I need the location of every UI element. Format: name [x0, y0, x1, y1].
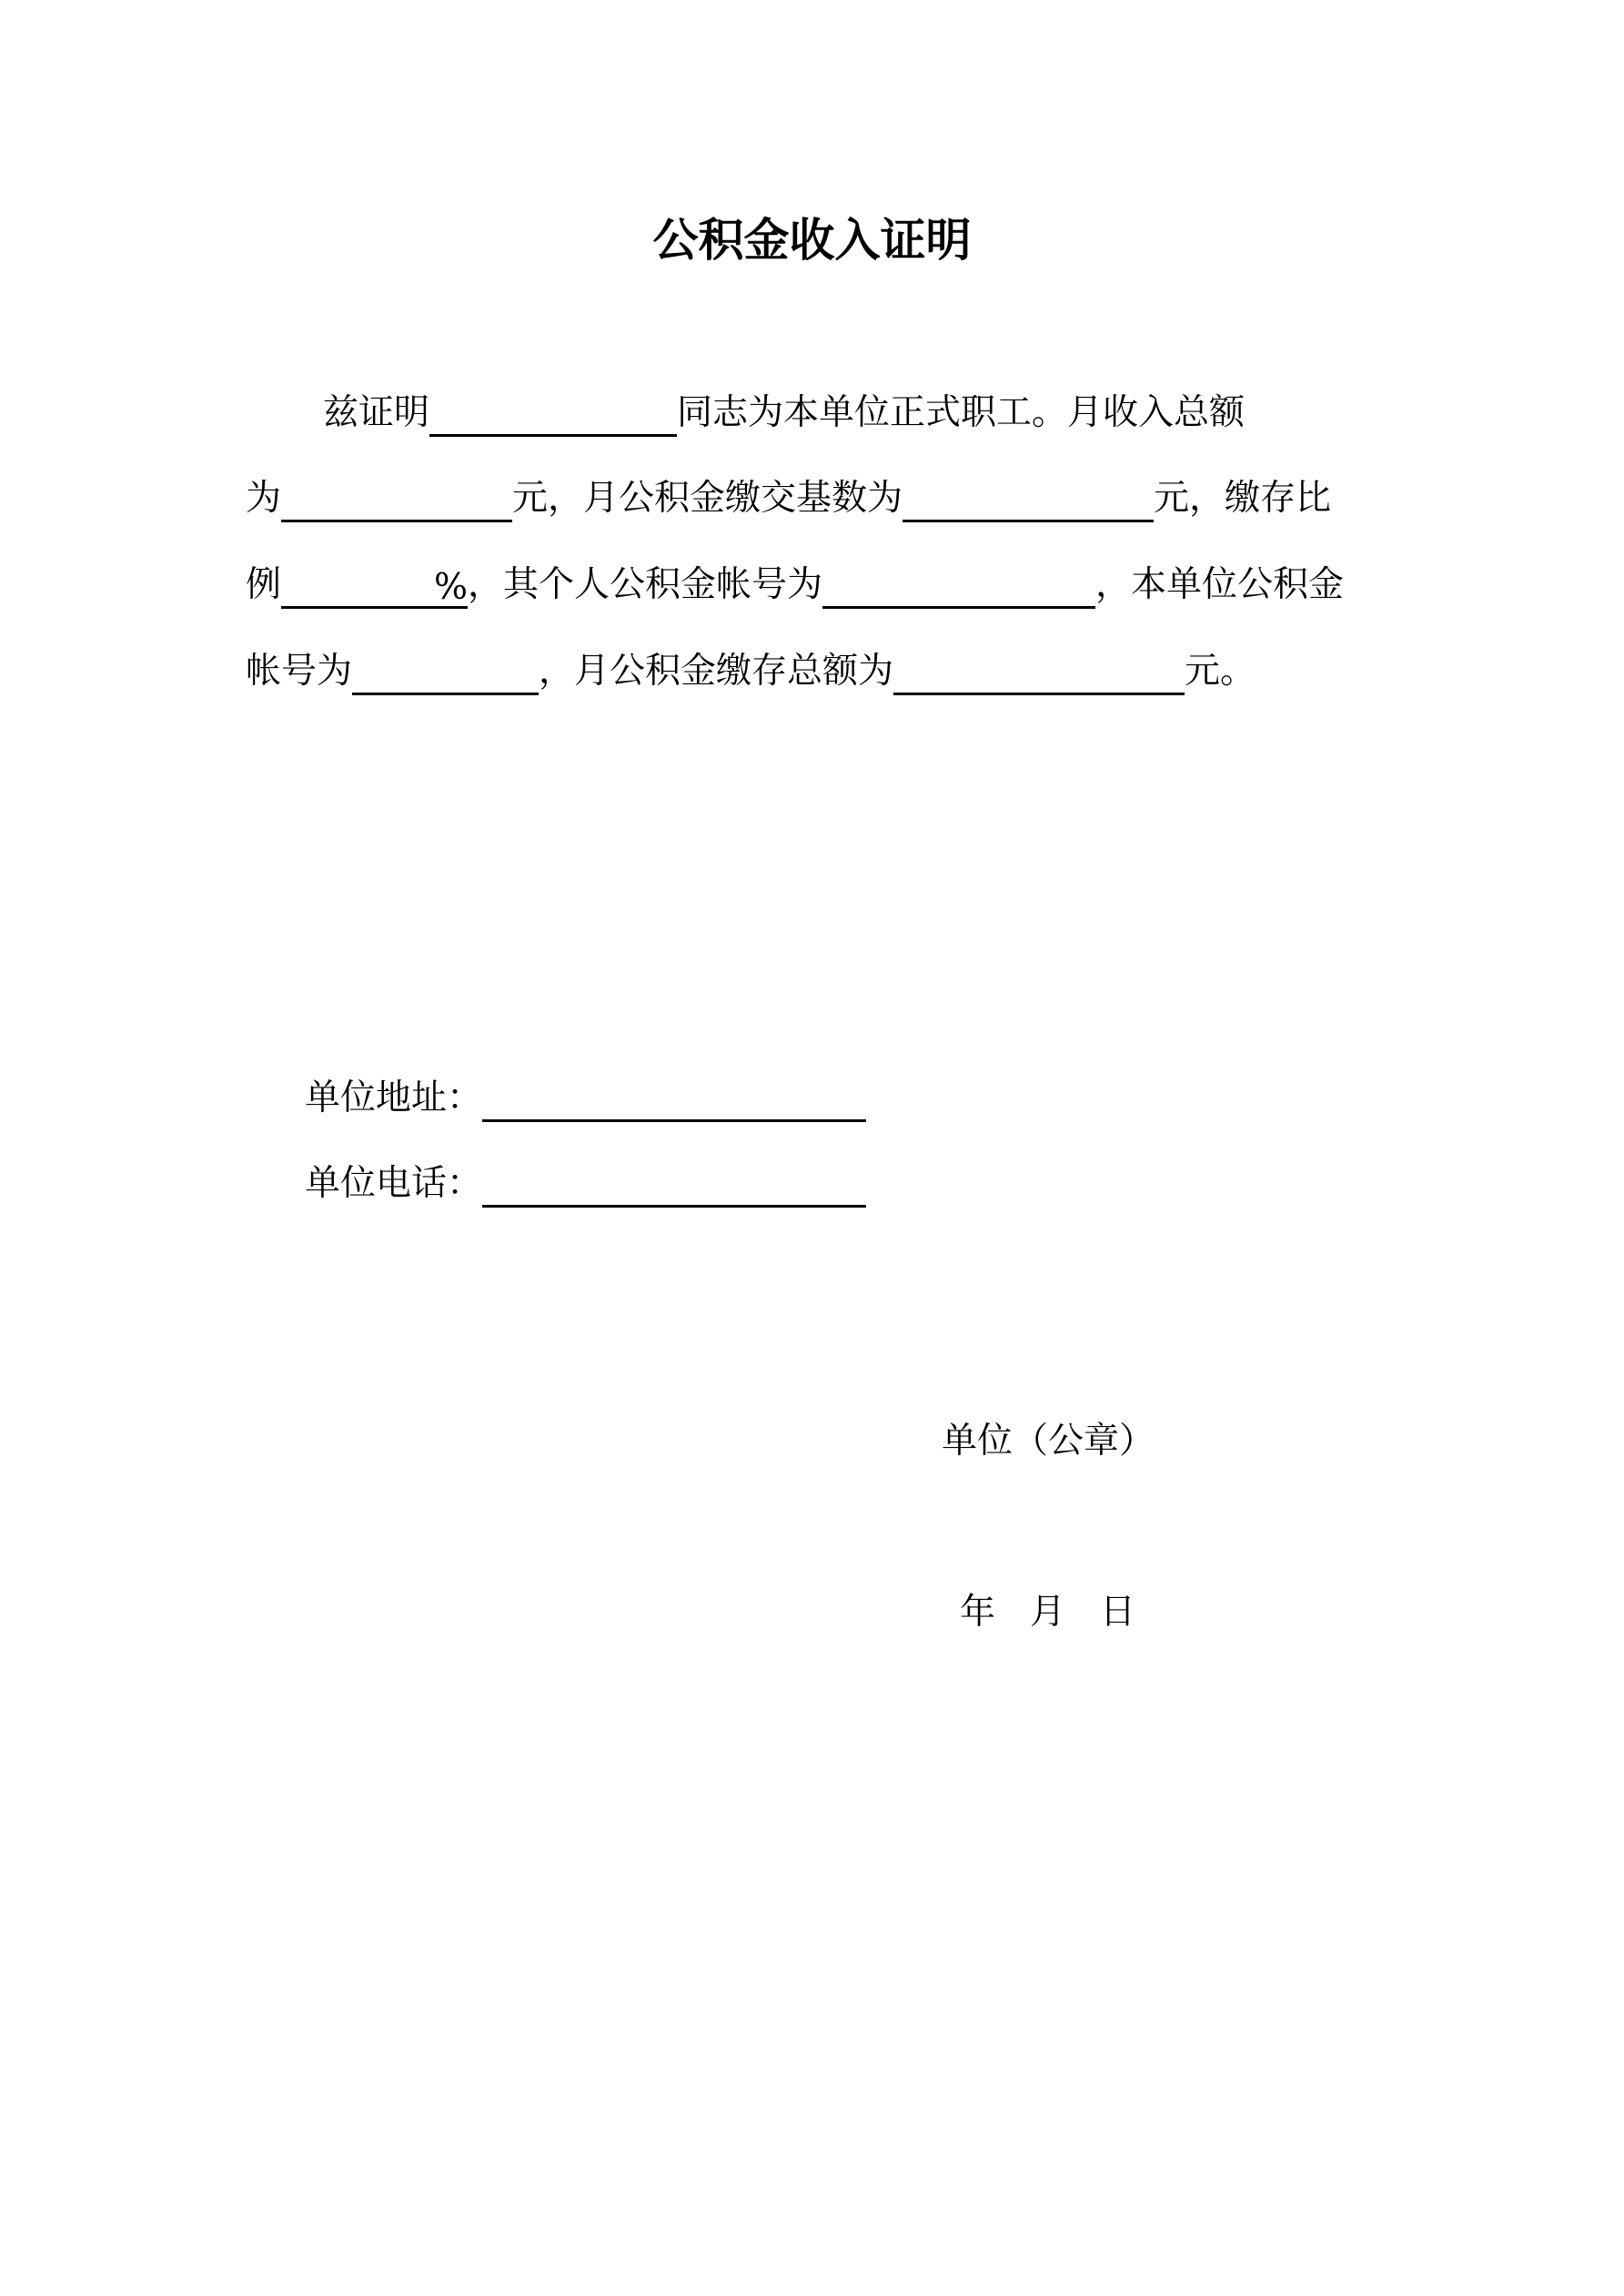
unit-address-label: 单位地址：: [305, 1077, 483, 1118]
income-prefix: 为: [246, 478, 282, 519]
body-line-1: [323, 389, 1245, 437]
employee-name-blank[interactable]: [429, 395, 677, 437]
ratio-prefix: 例: [246, 564, 282, 605]
unit-phone-label: 单位电话：: [305, 1163, 483, 1204]
body-line-3: [246, 561, 1344, 609]
contribution-base-text: 元，月公积金缴交基数为: [512, 478, 903, 519]
seal-row: [942, 1418, 1155, 1465]
unit-account-text: ，本单位公积金: [1095, 564, 1345, 605]
employee-status-text: 同志为本单位正式职工。月收入总额: [677, 392, 1246, 433]
seal-label: 单位（公章）: [942, 1421, 1155, 1462]
personal-account-blank[interactable]: [822, 567, 1095, 609]
total-deposit-text: ，月公积金缴存总额为: [539, 651, 894, 692]
deposit-ratio-blank[interactable]: %: [281, 567, 468, 609]
certify-prefix: 兹证明: [323, 392, 430, 433]
account-prefix: 帐号为: [246, 651, 353, 692]
date-day-label: 日: [1100, 1592, 1136, 1633]
unit-phone-blank[interactable]: [482, 1166, 866, 1208]
document-title: 公积金收入证明: [652, 214, 972, 267]
deposit-ratio-text: 元，缴存比: [1154, 478, 1332, 519]
unit-account-blank[interactable]: [352, 653, 539, 695]
total-deposit-blank[interactable]: [893, 653, 1185, 695]
unit-address-row: [305, 1075, 866, 1122]
yuan-suffix: 元。: [1185, 651, 1256, 692]
monthly-income-blank[interactable]: [281, 480, 512, 522]
body-line-2: [246, 475, 1331, 522]
unit-address-blank[interactable]: [482, 1080, 866, 1122]
personal-account-text: ，其个人公积金帐号为: [468, 564, 823, 605]
unit-phone-row: [305, 1160, 866, 1208]
body-line-4: [246, 648, 1256, 695]
date-year-label: 年: [960, 1592, 996, 1633]
date-month-label: 月: [1030, 1592, 1066, 1633]
contribution-base-blank[interactable]: [903, 480, 1154, 522]
date-row: [960, 1589, 1135, 1636]
